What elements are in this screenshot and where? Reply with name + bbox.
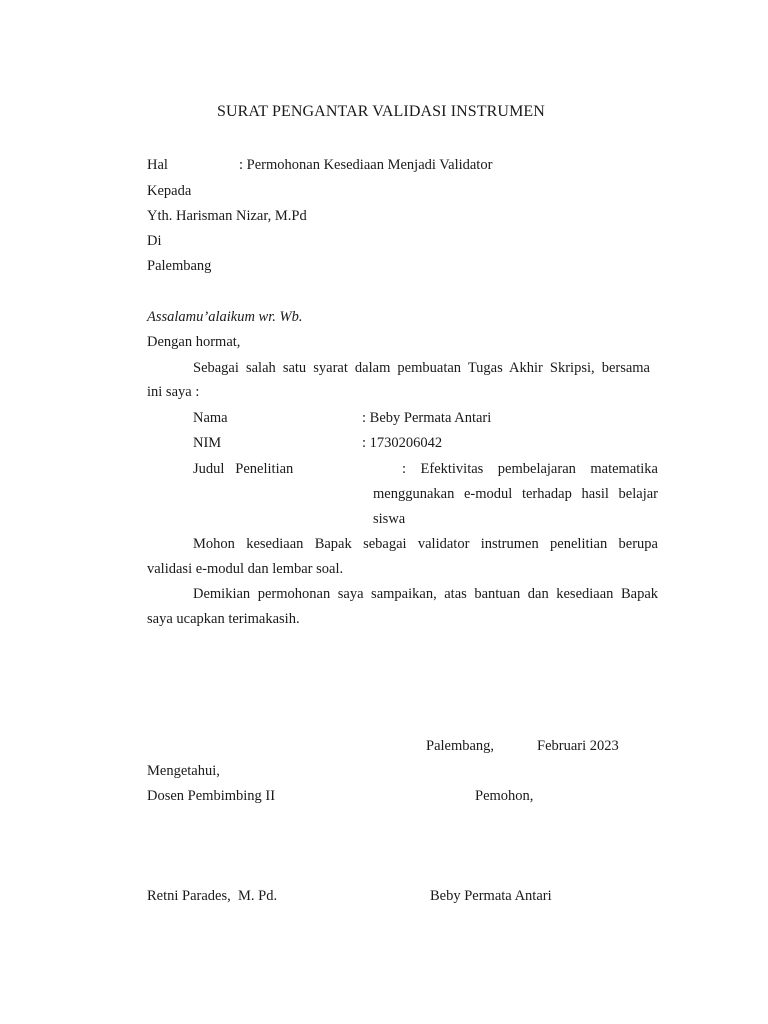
place-date-date: Februari 2023 xyxy=(537,738,619,754)
intro-line-1: Sebagai salah satu syarat dalam pembuatan Tugas Akhir Skripsi, bersama xyxy=(193,360,650,376)
recipient: Yth. Harisman Nizar, M.Pd xyxy=(147,208,307,224)
subject-value: : Permohonan Kesediaan Menjadi Validator xyxy=(239,157,493,173)
name-label: Nama xyxy=(193,410,228,426)
supervisor-name: Retni Parades, M. Pd. xyxy=(147,888,278,904)
greeting: Assalamu’alaikum wr. Wb. xyxy=(147,309,303,325)
intro-line-2: ini saya : xyxy=(147,384,200,400)
name-value: : Beby Permata Antari xyxy=(362,410,492,426)
applicant-name: Beby Permata Antari xyxy=(430,888,552,904)
acknowledged-label: Mengetahui, xyxy=(147,763,220,779)
research-title-line-1: : Efektivitas pembelajaran matematika xyxy=(402,461,658,477)
research-title-label: Judul Penelitian xyxy=(193,461,294,477)
letter-title: SURAT PENGANTAR VALIDASI INSTRUMEN xyxy=(217,103,545,120)
nim-value: : 1730206042 xyxy=(362,435,443,451)
at-label: Di xyxy=(147,233,162,249)
closing-line-2: saya ucapkan terimakasih. xyxy=(147,611,300,627)
request-line-2: validasi e-modul dan lembar soal. xyxy=(147,561,344,577)
to-label: Kepada xyxy=(147,183,192,199)
supervisor-role: Dosen Pembimbing II xyxy=(147,788,276,804)
nim-label: NIM xyxy=(193,435,222,451)
subject-label: Hal xyxy=(147,157,168,173)
place-date-city: Palembang, xyxy=(426,738,495,754)
request-line-1: Mohon kesediaan Bapak sebagai validator instrumen penelitian berupa xyxy=(193,536,658,552)
salutation: Dengan hormat, xyxy=(147,334,241,350)
closing-line-1: Demikian permohonan saya sampaikan, atas bantuan dan kesediaan Bapak xyxy=(193,586,658,602)
applicant-role: Pemohon, xyxy=(475,788,534,804)
research-title-line-2: menggunakan e-modul terhadap hasil belajar xyxy=(373,486,658,502)
research-title-line-3: siswa xyxy=(373,511,406,527)
recipient-city: Palembang xyxy=(147,258,212,274)
